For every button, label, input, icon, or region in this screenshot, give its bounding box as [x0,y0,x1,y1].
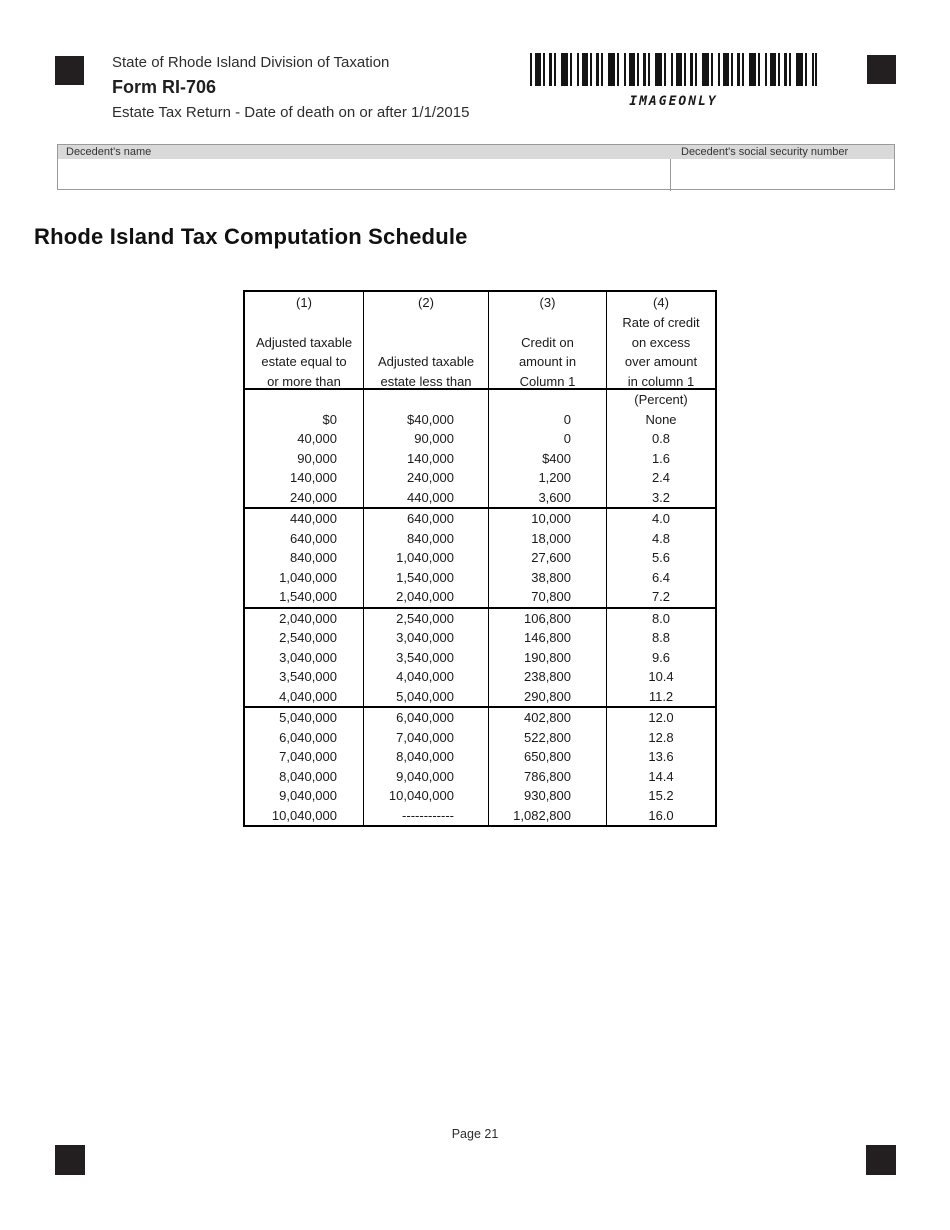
table-cell: 9,040,000 [363,767,488,787]
table-cell: 3.2 [606,488,715,508]
table-cell: 8.8 [606,628,715,648]
decedent-info-box [57,144,895,190]
column-header-line: Rate of credit [622,315,700,330]
table-cell: 7,040,000 [279,749,337,764]
table-cell: 18,000 [488,529,606,549]
column-header-line: Credit on [521,334,574,350]
table-row-group [245,507,715,607]
table-cell: 640,000 [363,509,488,529]
table-cell: 640,000 [290,530,337,546]
table-cell: 14.4 [606,767,715,787]
table-cell: 2.4 [606,468,715,488]
table-row [245,786,715,806]
table-row [245,509,715,529]
table-row-group [245,390,715,507]
table-cell: 4.8 [606,529,715,549]
table-cell: ------------ [363,806,488,826]
table-cell [488,390,606,410]
table-cell: 840,000 [363,529,488,549]
table-row [245,609,715,629]
barcode-label: IMAGEONLY [629,94,718,109]
table-row [245,628,715,648]
table-row-group [245,607,715,707]
table-cell: 786,800 [488,767,606,787]
table-cell: 8.0 [606,609,715,629]
table-cell: None [606,410,715,430]
table-cell: 40,000 [297,431,337,446]
table-row [245,429,715,449]
table-cell: 106,800 [488,609,606,629]
table-cell: 9,040,000 [279,788,337,803]
table-cell [245,390,363,410]
column-header-line: Adjusted taxable [377,354,475,369]
table-cell: 90,000 [297,450,337,466]
table-cell: 290,800 [488,687,606,707]
table-cell: 240,000 [363,468,488,488]
table-cell: 10.4 [606,667,715,687]
table-cell: 0 [488,410,606,430]
table-cell: 70,800 [488,587,606,607]
table-cell: 4,040,000 [279,688,337,704]
decedent-ssn-field[interactable] [671,159,896,191]
table-row [245,747,715,767]
column-header-line: over amount [624,354,698,369]
table-cell: $40,000 [363,410,488,430]
table-cell: 2,040,000 [279,610,337,626]
table-header-cell [488,292,606,391]
table-cell: $0 [322,411,337,427]
table-cell: 10,040,000 [271,807,337,823]
column-header-line: Adjusted taxable [255,334,353,350]
table-cell: 90,000 [363,429,488,449]
table-cell: 3,540,000 [363,648,488,668]
column-number: (1) [296,295,312,310]
table-cell: 5.6 [606,548,715,568]
table-cell: 840,000 [290,550,337,565]
table-cell: 3,540,000 [279,669,337,684]
column-header-line: estate less than [380,373,472,389]
table-row [245,529,715,549]
column-header-line: amount in [518,354,577,369]
table-cell: 1,540,000 [363,568,488,588]
column-number: (4) [653,295,669,310]
table-cell: 38,800 [488,568,606,588]
table-cell: 6.4 [606,568,715,588]
table-cell: 240,000 [290,489,337,505]
table-row-group [245,706,715,825]
table-cell: 10,040,000 [363,786,488,806]
registration-mark-bottom-left [55,1145,85,1175]
decedent-label-band [58,145,894,159]
table-cell: 440,000 [363,488,488,508]
table-cell: 1,082,800 [488,806,606,826]
table-cell: 15.2 [606,786,715,806]
table-cell: 11.2 [606,687,715,707]
table-cell: 238,800 [488,667,606,687]
table-row [245,728,715,748]
table-cell: 3,040,000 [363,628,488,648]
table-cell: 0.8 [606,429,715,449]
table-cell: 1,200 [488,468,606,488]
table-cell: 4,040,000 [363,667,488,687]
table-cell: 12.0 [606,708,715,728]
table-cell: 4.0 [606,509,715,529]
table-cell: 1.6 [606,449,715,469]
table-cell: 3,600 [488,488,606,508]
table-cell: 9.6 [606,648,715,668]
table-cell: 5,040,000 [279,710,337,725]
table-cell: 2,540,000 [279,630,337,645]
column-number: (2) [418,295,434,310]
table-cell: 12.8 [606,728,715,748]
table-cell: 6,040,000 [363,708,488,728]
form-header [112,54,469,121]
table-cell: 930,800 [488,786,606,806]
table-cell: 7,040,000 [363,728,488,748]
table-cell: 650,800 [488,747,606,767]
table-row [245,767,715,787]
form-subtitle: Estate Tax Return - Date of death on or after 1/1/2015 [112,104,470,121]
column-header-line: Column 1 [519,373,576,389]
table-cell: 1,040,000 [363,548,488,568]
table-cell [363,390,488,410]
table-row [245,488,715,508]
table-row [245,708,715,728]
table-row [245,806,715,826]
table-row [245,687,715,707]
table-cell: 1,540,000 [279,589,337,604]
table-row [245,648,715,668]
table-cell: 13.6 [606,747,715,767]
table-cell: 190,800 [488,648,606,668]
table-cell: 2,040,000 [363,587,488,607]
table-header-cell [363,292,488,391]
table-row [245,390,715,410]
table-cell: 146,800 [488,628,606,648]
table-cell: 140,000 [290,470,337,485]
column-number: (3) [539,295,556,310]
table-cell: (Percent) [606,390,715,410]
decedent-ssn-label: Decedent's social security number [681,146,849,158]
table-cell: 16.0 [606,806,715,826]
table-cell: $400 [488,449,606,469]
registration-mark-top-left [55,56,84,85]
table-cell: 10,000 [488,509,606,529]
decedent-name-label: Decedent's name [66,146,152,158]
form-number: Form RI-706 [112,77,217,97]
tax-computation-table [243,290,717,827]
table-cell: 140,000 [363,449,488,469]
table-cell: 27,600 [488,548,606,568]
table-cell: 402,800 [488,708,606,728]
table-cell: 7.2 [606,587,715,607]
column-header-line: or more than [267,373,341,389]
column-header-line: in column 1 [627,373,695,389]
registration-mark-top-right [867,55,896,84]
table-cell: 0 [488,429,606,449]
table-cell: 3,040,000 [279,649,337,665]
table-row [245,587,715,607]
table-cell: 8,040,000 [363,747,488,767]
table-cell: 2,540,000 [363,609,488,629]
table-cell: 6,040,000 [279,729,337,745]
table-row [245,410,715,430]
barcode-image [530,53,817,86]
table-row [245,468,715,488]
table-row [245,667,715,687]
decedent-name-field[interactable] [58,159,671,191]
table-row [245,548,715,568]
table-cell: 1,040,000 [279,569,337,585]
table-row [245,449,715,469]
table-cell: 440,000 [290,511,337,526]
page-number: Page 21 [451,1127,499,1141]
table-cell: 5,040,000 [363,687,488,707]
table-header-cell [245,292,363,391]
table-cell: 8,040,000 [279,768,337,784]
table-row [245,568,715,588]
column-header-line: estate equal to [261,354,347,369]
registration-mark-bottom-right [866,1145,896,1175]
table-header-row [245,292,715,390]
page-title: Rhode Island Tax Computation Schedule [34,224,468,249]
agency-name: State of Rhode Island Division of Taxation [112,54,390,71]
column-header-line: on excess [631,334,691,350]
table-cell: 522,800 [488,728,606,748]
table-header-cell [606,292,715,391]
